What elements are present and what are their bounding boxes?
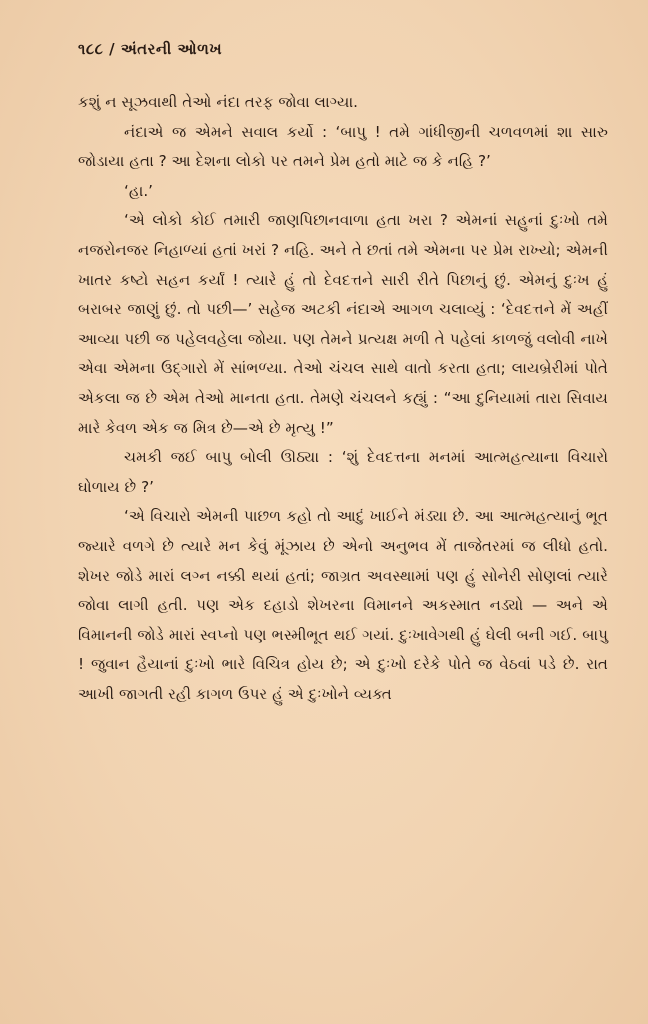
paragraph: કશું ન સૂઝવાથી તેઓ નંદા તરફ જોવા લાગ્યા. (78, 93, 358, 111)
paragraph: ચમકી જઈ બાપુ બોલી ઊઠ્યા : ‘શું દેવદત્તના મનમાં આત્મહત્યાના વિચારો ઘોળાય છે ?’ (78, 448, 608, 496)
paragraph: નંદાએ જ એમને સવાલ કર્યો : ‘બાપુ ! તમે ગાંધીજીની ચળવળમાં શા સારુ જોડાયા હતા ? આ દેશના લોકો પર તમને પ્રેમ હતો માટે જ કે નહિ ?’ (78, 122, 608, 171)
paragraph: ‘એ વિચારો એમની પાછળ કહો તો આદું ખાઈને મંડ્યા છે. આ આત્મહત્યાનું ભૂત જ્યારે વળગે છે ત્યારે મન કેવું મૂંઝાય છે એનો અનુભવ મેં તાજેતરમાં જ લીધો હતો. શેખર જોડે મારાં લગ્ન નક્કી થયાં હતાં; જાગ્રત અવસ્થામાં પણ હું સોનેરી સોણલાં ત્યારે જોવા લાગી હતી. પણ એક દહાડો શેખરના વિમાનને અકસ્માત નડ્યો — અને એ વિમાનની જોડે મારાં સ્વપ્નો પણ ભસ્મીભૂત થઈ ગયાં. દુઃખાવેગથી હું ઘેલી બની ગઈ. બાપુ ! જુવાન હૈયાનાં દુઃખો ભારે વિચિત્ર હોય છે; એ દુઃખો દરેકે પોતે જ વેઠવાં પડે છે. રાત આખી જાગતી રહી કાગળ ઉપર હું એ દુઃખોને વ્યક્ત (78, 507, 608, 703)
running-head (78, 40, 608, 58)
body-text (78, 88, 608, 709)
header-separator: / (109, 40, 116, 58)
page-number: ૧૮૮ (78, 40, 104, 58)
paragraph: ‘એ લોકો કોઈ તમારી જાણપિછાનવાળા હતા ખરા ? એમનાં સહુનાં દુઃખો તમે નજરોનજર નિહાળ્યાં હતાં ખરાં ? નહિ. અને તે છતાં તમે એમના પર પ્રેમ રાખ્યો; એમની ખાતર કષ્ટો સહન કર્યાં ! ત્યારે હું તો દેવદત્તને સારી રીતે પિછાનું છું. એમનું દુઃખ હું બરાબર જાણું છું. તો પછી—’ સહેજ અટકી નંદાએ આગળ ચલાવ્યું : ‘દેવદત્તને મેં અહીં આવ્યા પછી જ પહેલવહેલા જોયા. પણ તેમને પ્રત્યક્ષ મળી તે પહેલાં કાળજું વલોવી નાખે એવા એમના ઉદ્ગારો મેં સાંભળ્યા. તેઓ ચંચલ સાથે વાતો કરતા હતા; લાયબ્રેરીમાં પોતે એકલા જ છે એમ તેઓ માનતા હતા. તેમણે ચંચલને કહ્યું : “આ દુનિયામાં તારા સિવાય મારે કેવળ એક જ મિત્ર છે—એ છે મૃત્યુ !” (78, 211, 608, 437)
book-title: અંતરની ઓળખ (120, 40, 223, 58)
paragraph: ‘હા.’ (124, 181, 154, 200)
